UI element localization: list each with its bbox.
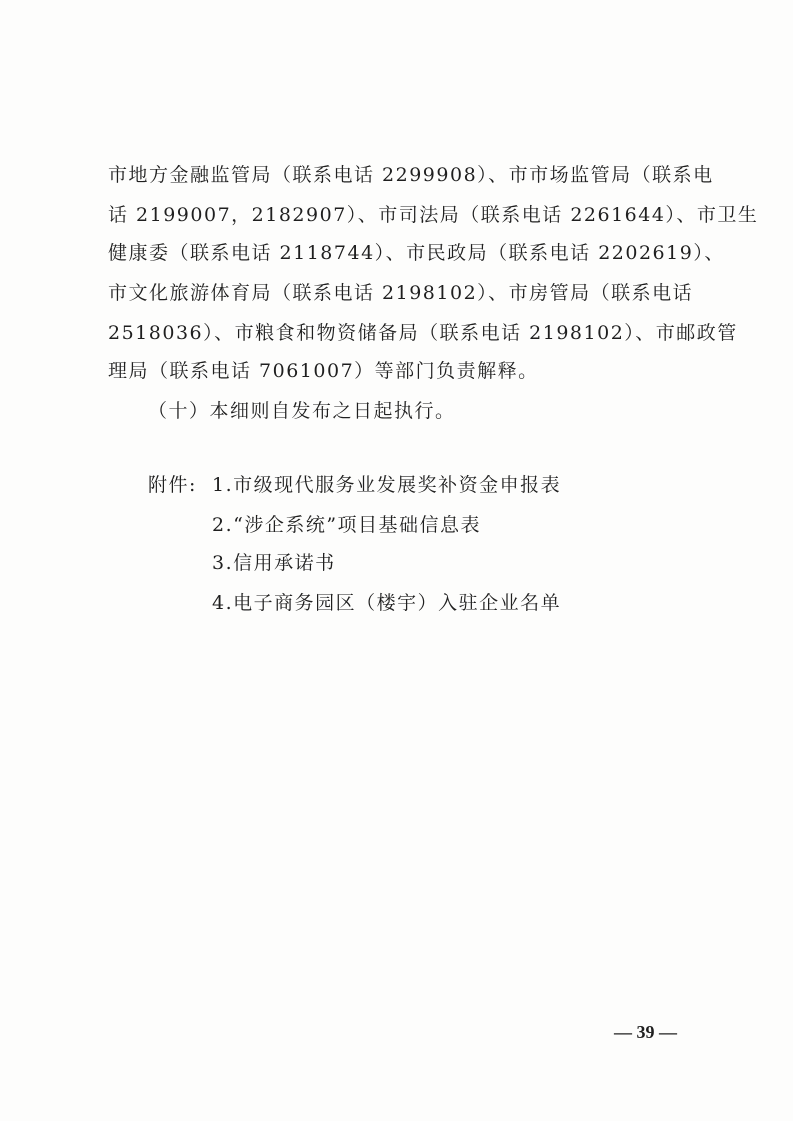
attachments-label: 附件: [148,474,197,496]
clause-ten: （十）本细则自发布之日起执行。 [148,400,456,422]
page-number: — 39 — [614,1022,677,1042]
attachment-item-2: 2.“涉企系统”项目基础信息表 [212,514,482,536]
body-line-3: 健康委（联系电话 2118744）、市民政局（联系电话 2202619）、 [108,242,725,264]
body-line-5: 2518036）、市粮食和物资储备局（联系电话 2198102）、市邮政管 [108,322,738,344]
body-line-2: 话 2199007，2182907）、市司法局（联系电话 2261644）、市卫生 [108,204,759,226]
body-line-1: 市地方金融监管局（联系电话 2299908）、市市场监管局（联系电 [108,164,714,186]
body-line-4: 市文化旅游体育局（联系电话 2198102）、市房管局（联系电话 [108,282,694,304]
attachment-item-1: 1.市级现代服务业发展奖补资金申报表 [212,474,562,496]
body-line-6: 理局（联系电话 7061007）等部门负责解释。 [108,360,539,382]
attachment-item-3: 3.信用承诺书 [212,552,336,574]
attachment-item-4: 4.电子商务园区（楼宇）入驻企业名单 [212,592,562,614]
